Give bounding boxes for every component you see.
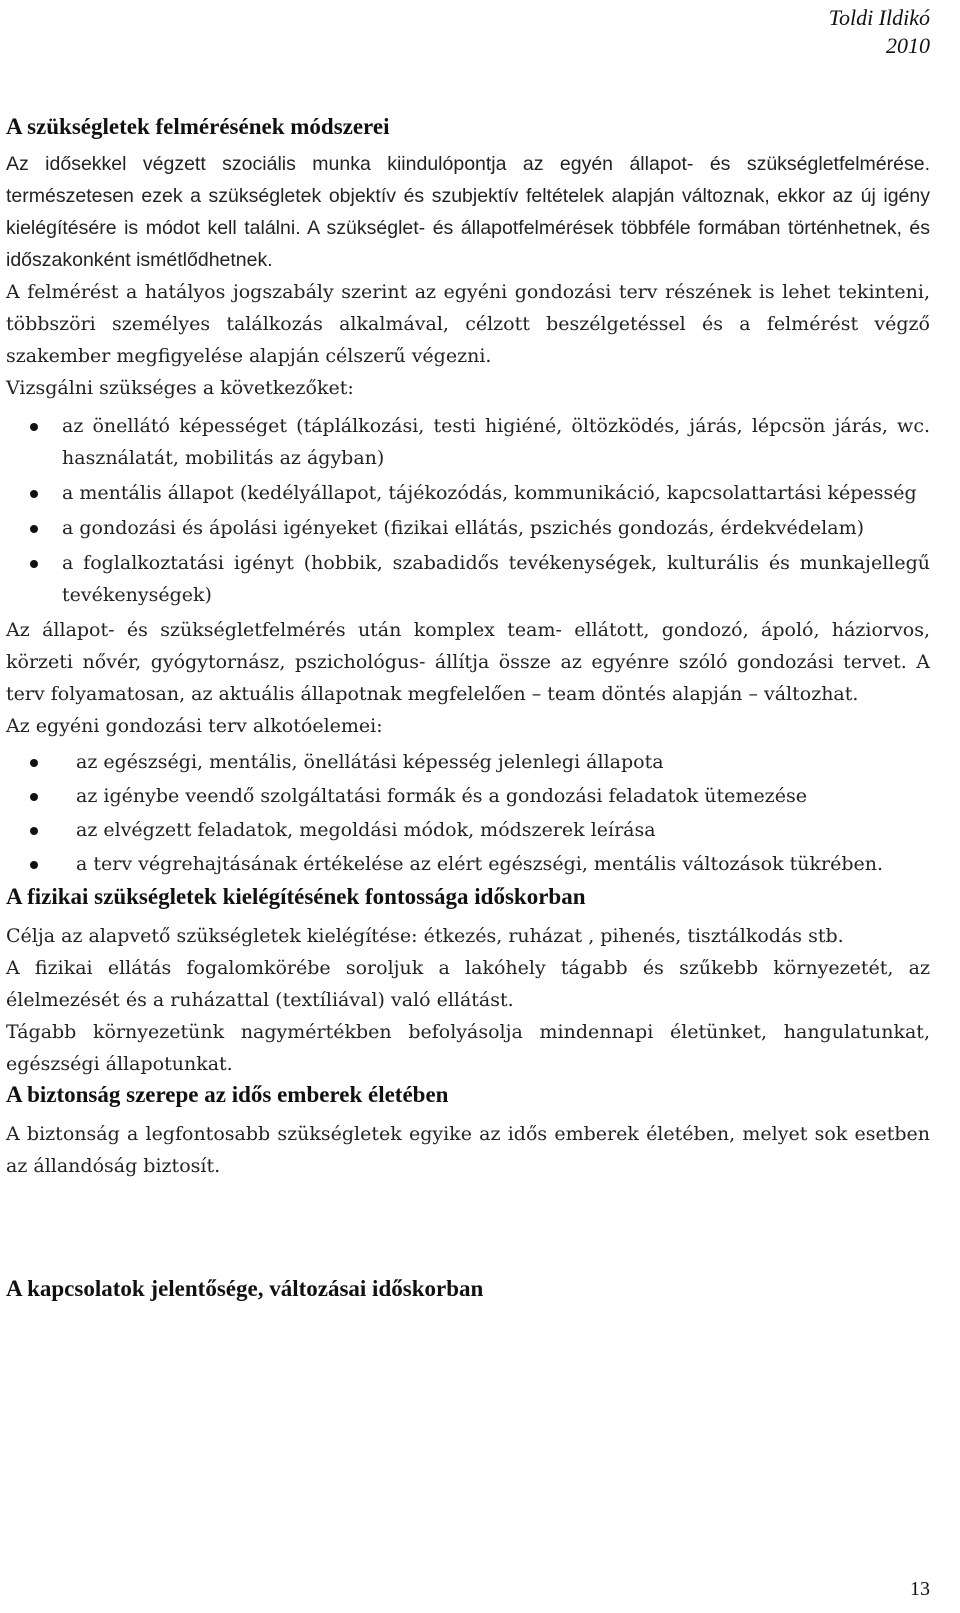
list-item: a terv végrehajtásának értékelése az elért egészségi, mentális változások tükrében. <box>6 848 930 880</box>
paragraph-physical-scope: A fizikai ellátás fogalomkörébe soroljuk a lakóhely tágabb és szűkebb környezetét, az élelmezését és a ruházattal (textíliával) való ellátást. <box>6 957 930 1011</box>
page-number: 13 <box>910 1578 930 1600</box>
header-author: Toldi Ildikó <box>828 5 930 30</box>
paragraph-intro: Az idősekkel végzett szociális munka kiindulópontja az egyén állapot- és szükségletfelmérése. természetesen ezek a szükségletek objektív és szubjektív feltételek alapján változnak, ekkor az új igény kielégítésére is módot kell találni. A szükséglet- és állapotfelmérések többféle formában történhetnek, és időszakonként ismétlődhetnek. <box>6 153 930 271</box>
header-year: 2010 <box>886 33 930 58</box>
paragraph-legal-basis: A felmérést a hatályos jogszabály szerint az egyéni gondozási terv részének is lehet tekinteni, többszöri személyes találkozás alkalmával, célzott beszélgetéssel és a felmérést végző szakember megfigyelése alapján célszerű végezni. <box>6 281 930 367</box>
section-heading-safety: A biztonság szerepe az idős emberek életében <box>6 1082 449 1107</box>
bullet-icon <box>30 793 38 801</box>
paragraph-environment: Tágabb környezetünk nagymértékben befolyásolja mindennapi életünket, hangulatunkat, egészségi állapotunkat. <box>6 1021 930 1075</box>
page-header <box>829 4 930 60</box>
bullet-icon <box>30 490 38 498</box>
document-body <box>6 112 930 1304</box>
bullet-icon <box>30 525 38 533</box>
bullet-icon <box>30 560 38 568</box>
bullet-icon <box>30 827 38 835</box>
examination-list <box>6 410 930 611</box>
bullet-icon <box>30 861 38 869</box>
bullet-icon <box>30 423 38 431</box>
list-item: a gondozási és ápolási igényeket (fizikai ellátás, pszichés gondozás, érdekvédelam) <box>6 512 930 544</box>
plan-components-list <box>6 746 930 880</box>
paragraph-safety: A biztonság a legfontosabb szükségletek egyike az idős emberek életében, melyet sok esetben az állandóság biztosít. <box>6 1123 930 1177</box>
section-heading-assessment-methods: A szükségletek felmérésének módszerei <box>6 114 390 139</box>
list-item: az elvégzett feladatok, megoldási módok, módszerek leírása <box>6 814 930 846</box>
paragraph-examine-lead: Vizsgálni szükséges a következőket: <box>6 377 354 399</box>
section-heading-relationships: A kapcsolatok jelentősége, változásai időskorban <box>6 1276 484 1301</box>
list-item: a mentális állapot (kedélyállapot, tájékozódás, kommunikáció, kapcsolattartási képesség <box>6 477 930 509</box>
list-item: az egészségi, mentális, önellátási képesség jelenlegi állapota <box>6 746 930 778</box>
list-item: a foglalkoztatási igényt (hobbik, szabadidős tevékenységek, kulturális és munkajellegű tevékenységek) <box>6 547 930 611</box>
section-heading-physical-needs: A fizikai szükségletek kielégítésének fontossága időskorban <box>6 884 586 909</box>
bullet-icon <box>30 759 38 767</box>
list-item: az önellátó képességet (táplálkozási, testi higiéné, öltözködés, járás, lépcsön járás, wc. használatát, mobilitás az ágyban) <box>6 410 930 474</box>
list-item: az igénybe veendő szolgáltatási formák és a gondozási feladatok ütemezése <box>6 780 930 812</box>
paragraph-care-plan: Az állapot- és szükségletfelmérés után komplex team- ellátott, gondozó, ápoló, háziorvos, körzeti nővér, gyógytornász, pszichológus- állítja össze az egyénre szóló gondozási tervet. A terv folyamatosan, az aktuális állapotnak megfelelően – team döntés alapján – változhat. <box>6 619 930 705</box>
paragraph-physical-goal: Célja az alapvető szükségletek kielégítése: étkezés, ruházat , pihenés, tisztálkodás stb. <box>6 925 844 947</box>
paragraph-plan-components-lead: Az egyéni gondozási terv alkotóelemei: <box>6 715 383 737</box>
